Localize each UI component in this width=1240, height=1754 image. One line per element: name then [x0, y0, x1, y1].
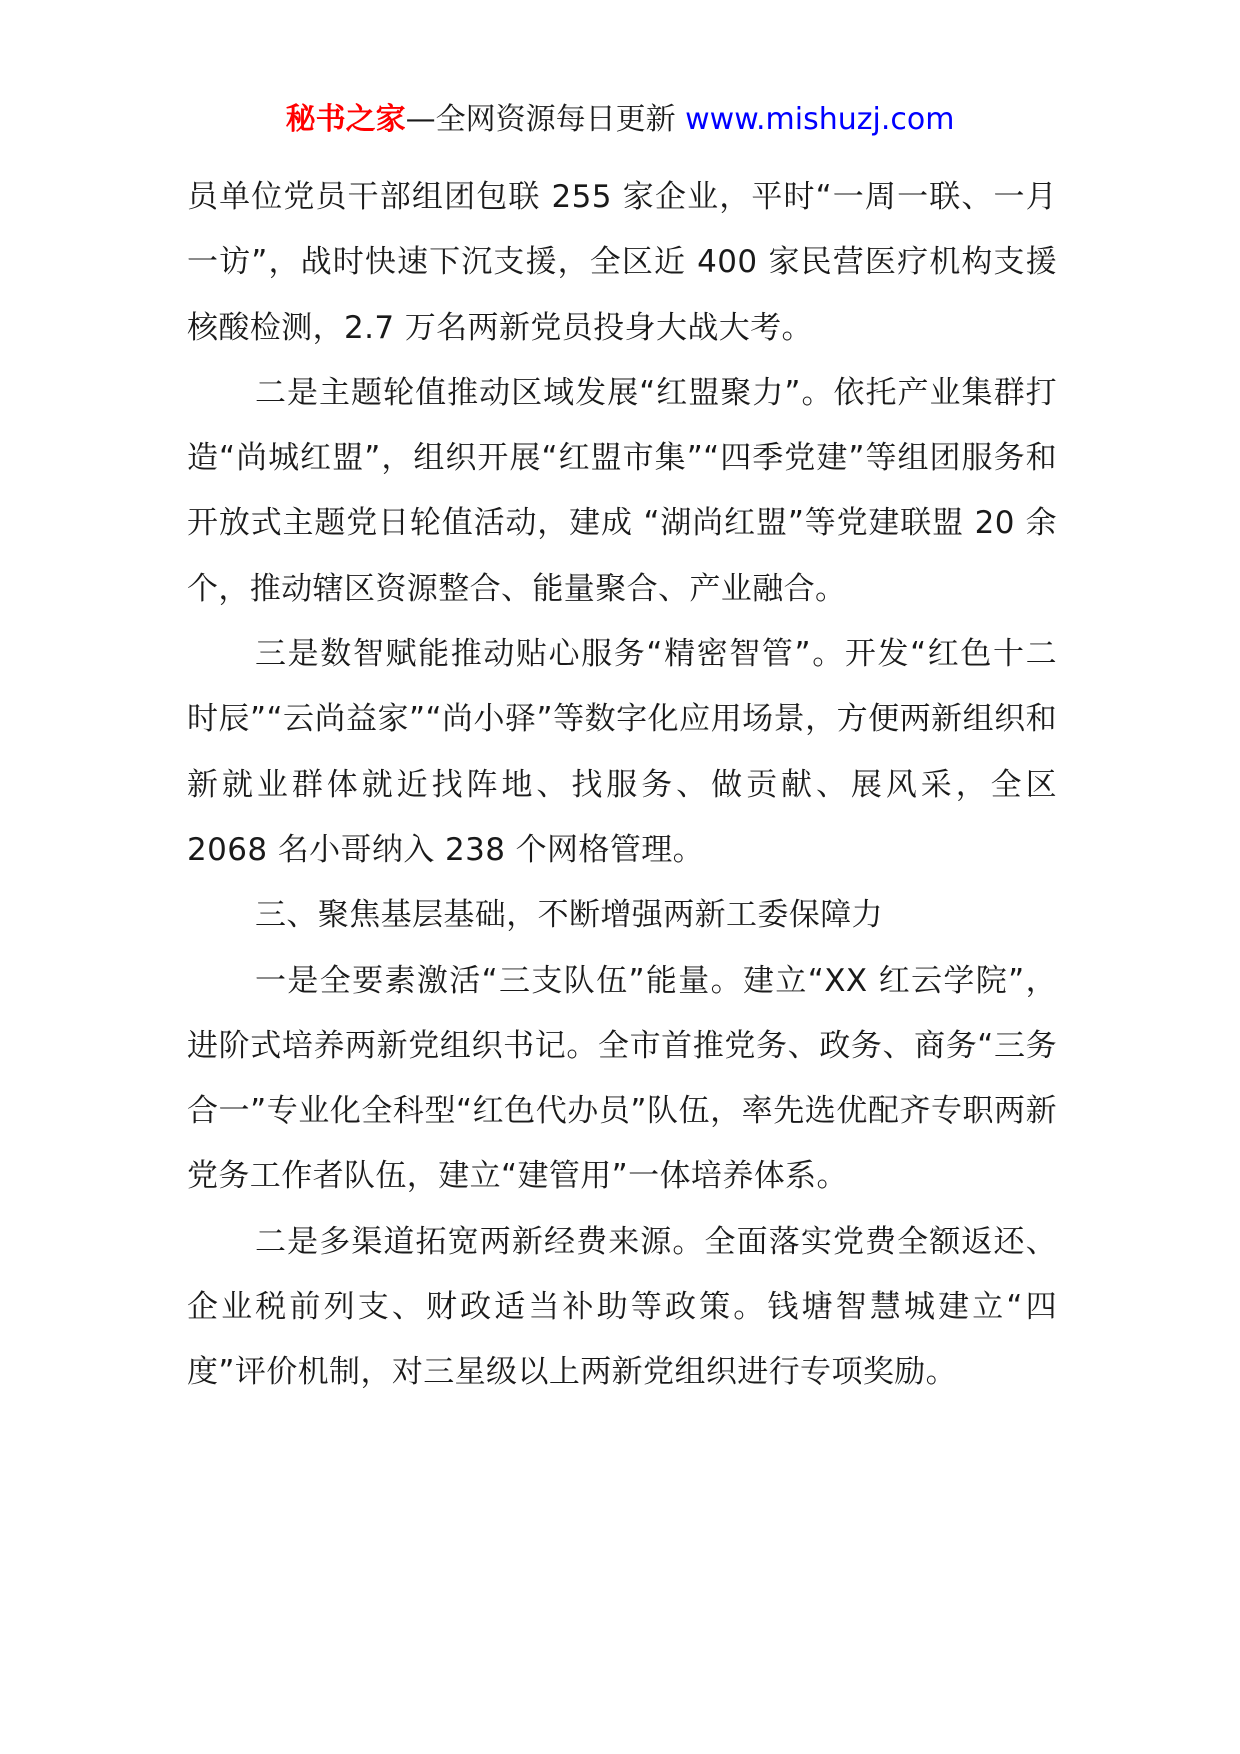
header-tagline: —全网资源每日更新 [405, 102, 676, 137]
section-heading: 三、聚焦基层基础，不断增强两新工委保障力 [255, 897, 883, 934]
paragraph-red-alliance: 二是主题轮值推动区域发展“红盟聚力”。依托产业集群打造“尚城红盟”，组织开展“红盟市集”“四季党建”等组团服务和开放式主题党日轮值活动，建成 “湖尚红盟”等党建联盟 20 余个，推动辖区资源整合、能量聚合、产业融合。 [187, 374, 1057, 607]
paragraph-digital-service: 三是数智赋能推动贴心服务“精密智管”。开发“红色十二时辰”“云尚益家”“尚小驿”等数字化应用场景，方便两新组织和新就业群体就近找阵地、找服务、做贡献、展风采，全区 2068 名小哥纳入 238 个网格管理。 [187, 636, 1057, 868]
paragraph-three-teams: 一是全要素激活“三支队伍”能量。建立“XX 红云学院”，进阶式培养两新党组织书记。全市首推党务、政务、商务“三务合一”专业化全科型“红色代办员”队伍，率先选优配齐专职两新党务工作者队伍，建立“建管用”一体培养体系。 [187, 962, 1057, 1195]
header-url-link[interactable]: www.mishuzj.com [685, 102, 955, 137]
header-brand: 秘书之家 [285, 102, 406, 137]
paragraph-continuation: 员单位党员干部组团包联 255 家企业，平时“一周一联、一月一访”，战时快速下沉支援，全区近 400 家民营医疗机构支援核酸检测，2.7 万名两新党员投身大战大考。 [187, 179, 1057, 346]
document-body [187, 165, 1057, 1406]
paragraph-funding: 二是多渠道拓宽两新经费来源。全面落实党费全额返还、企业税前列支、财政适当补助等政策。钱塘智慧城建立“四度”评价机制，对三星级以上两新党组织进行专项奖励。 [187, 1223, 1057, 1391]
page-header [0, 98, 1240, 142]
